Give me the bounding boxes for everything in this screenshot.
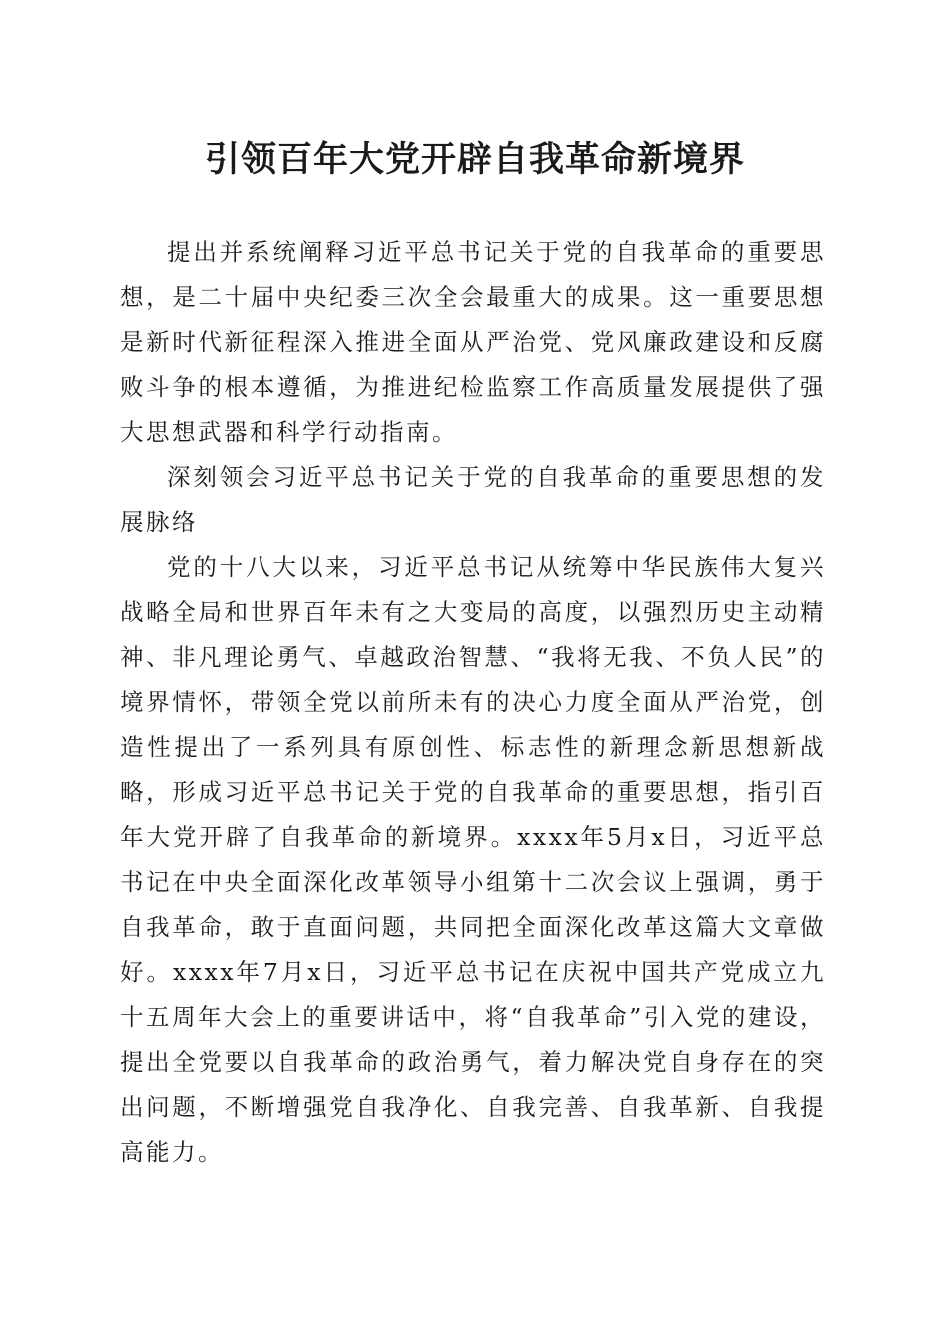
- paragraph-section-heading: 深刻领会习近平总书记关于党的自我革命的重要思想的发展脉络: [120, 463, 826, 536]
- document-body: [120, 230, 826, 1175]
- paragraph-intro: 提出并系统阐释习近平总书记关于党的自我革命的重要思想，是二十届中央纪委三次全会最重大的成果。这一重要思想是新时代新征程深入推进全面从严治党、党风廉政建设和反腐败斗争的根本遵循，为推进纪检监察工作高质量发展提供了强大思想武器和科学行动指南。: [120, 238, 826, 446]
- document-title: 引领百年大党开辟自我革命新境界: [204, 139, 745, 180]
- paragraph-development: 党的十八大以来，习近平总书记从统筹中华民族伟大复兴战略全局和世界百年未有之大变局的高度，以强烈历史主动精神、非凡理论勇气、卓越政治智慧、“我将无我、不负人民”的境界情怀，带领全党以前所未有的决心力度全面从严治党，创造性提出了一系列具有原创性、标志性的新理念新思想新战略，形成习近平总书记关于党的自我革命的重要思想，指引百年大党开辟了自我革命的新境界。xxxx年5月x日，习近平总书记在中央全面深化改革领导小组第十二次会议上强调，勇于自我革命，敢于直面问题，共同把全面深化改革这篇大文章做好。xxxx年7月x日，习近平总书记在庆祝中国共产党成立九十五周年大会上的重要讲话中，将“自我革命”引入党的建设，提出全党要以自我革命的政治勇气，着力解决党自身存在的突出问题，不断增强党自我净化、自我完善、自我革新、自我提高能力。: [120, 553, 826, 1166]
